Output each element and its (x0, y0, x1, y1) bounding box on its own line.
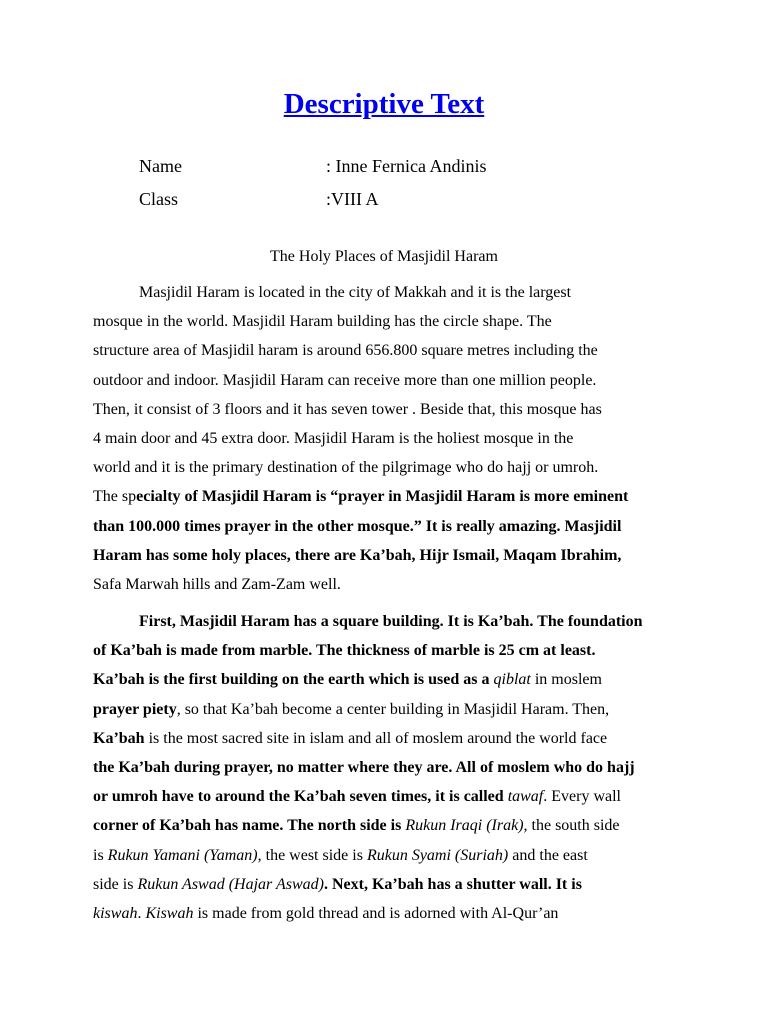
paragraph-2-bold-text: corner of Ka’bah has name. The north side is (93, 817, 406, 835)
paragraph-1-line: 4 main door and 45 extra door. Masjidil Haram is the holiest mosque in the (93, 429, 574, 447)
paragraph-2-text: is made from gold thread and is adorned with Al-Qur’an (193, 904, 559, 922)
paragraph-1-line: Safa Marwah hills and Zam-Zam well. (93, 575, 341, 593)
paragraph-1-line: Masjidil Haram is located in the city of Makkah and it is the largest (139, 284, 572, 301)
name-value: : Inne Fernica Andinis (326, 156, 487, 176)
paragraph-1-line: than 100.000 times prayer in the other mosque.” It is really amazing. Masjidil (93, 517, 622, 535)
paragraph-2-italic-text: Rukun Aswad (Hajar Aswad) (137, 875, 324, 893)
paragraph-2-line: First, Masjidil Haram has a square building. It is Ka’bah. The foundation (139, 613, 643, 630)
class-value: :VIII A (326, 189, 379, 209)
paragraph-1-line (93, 482, 703, 511)
paragraph-2-bold-text: Ka’bah (93, 729, 149, 747)
name-label: Name (139, 156, 182, 176)
paragraph-1-bold-text: ecialty of Masjidil Haram is “prayer in Masjidil Haram is more eminent (136, 488, 629, 506)
paragraph-2-bold-text: prayer piety (93, 700, 177, 718)
paragraph-2-italic-text: kiswah (93, 904, 138, 922)
paragraph-2-text: and the east (508, 846, 588, 864)
paragraph-2-text: in moslem (530, 671, 602, 689)
paragraph-2-line: of Ka’bah is made from marble. The thickness of marble is 25 cm at least. (93, 642, 596, 660)
paragraph-2-line: the Ka’bah during prayer, no matter where they are. All of moslem who do hajj (93, 758, 635, 776)
paragraph-2-text: side is (93, 875, 138, 893)
paragraph-2-bold-text: . Next, Ka’bah has a shutter wall. It is (323, 875, 582, 893)
paragraph-2-line (93, 870, 703, 899)
paragraph-2-text: the south side (527, 817, 620, 835)
paragraph-1-line: world and it is the primary destination of the pilgrimage who do hajj or umroh. (93, 459, 599, 477)
class-label: Class (139, 189, 179, 209)
paragraph-2-italic-text: qiblat (493, 671, 531, 689)
paragraph-2-text: is (93, 846, 108, 864)
paragraph-2-italic-text: Rukun Iraqi (Irak), (405, 817, 528, 835)
paragraph-2-text: is the most sacred site in islam and all of moslem around the world face (148, 729, 608, 747)
paragraph-2-line (93, 665, 703, 694)
paragraph-2-line (93, 695, 703, 724)
paragraph-1 (93, 278, 703, 599)
paragraph-2-line (93, 899, 703, 928)
paragraph-2-line (93, 782, 703, 811)
paragraph-2-italic-text: Rukun Yamani (Yaman) (107, 846, 258, 864)
paragraph-2-text: , the west side is (257, 846, 367, 864)
paragraph-1-line: Then, it consist of 3 floors and it has seven tower . Beside that, this mosque has (93, 400, 602, 418)
paragraph-2-text: . (137, 904, 146, 922)
paragraph-2-bold-text: Ka’bah is the first building on the earth which is used as a (93, 671, 494, 689)
paragraph-2-line (93, 724, 703, 753)
paragraph-2-bold-text: or umroh have to around the Ka’bah seven times, it is called (93, 788, 508, 806)
paragraph-2-italic-text: tawaf (507, 788, 544, 806)
paragraph-2-line (93, 841, 703, 870)
text-subtitle: The Holy Places of Masjidil Haram (270, 248, 498, 265)
paragraph-2-line (93, 811, 703, 840)
paragraph-1-text: The sp (93, 488, 137, 506)
paragraph-1-line: outdoor and indoor. Masjidil Haram can receive more than one million people. (93, 371, 597, 389)
paragraph-1-line: mosque in the world. Masjidil Haram building has the circle shape. The (93, 313, 552, 331)
paragraph-1-line: Haram has some holy places, there are Ka’bah, Hijr Ismail, Maqam Ibrahim, (93, 546, 622, 564)
paragraph-2 (93, 607, 703, 928)
paragraph-2-text: . Every wall (543, 788, 621, 806)
paragraph-2-text: , so that Ka’bah become a center building in Masjidil Haram. Then, (176, 700, 610, 718)
document-title: Descriptive Text (283, 88, 485, 120)
paragraph-2-italic-text: Kiswah (145, 904, 194, 922)
paragraph-1-line: structure area of Masjidil haram is around 656.800 square metres including the (93, 342, 598, 360)
paragraph-2-italic-text: Rukun Syami (Suriah) (366, 846, 509, 864)
